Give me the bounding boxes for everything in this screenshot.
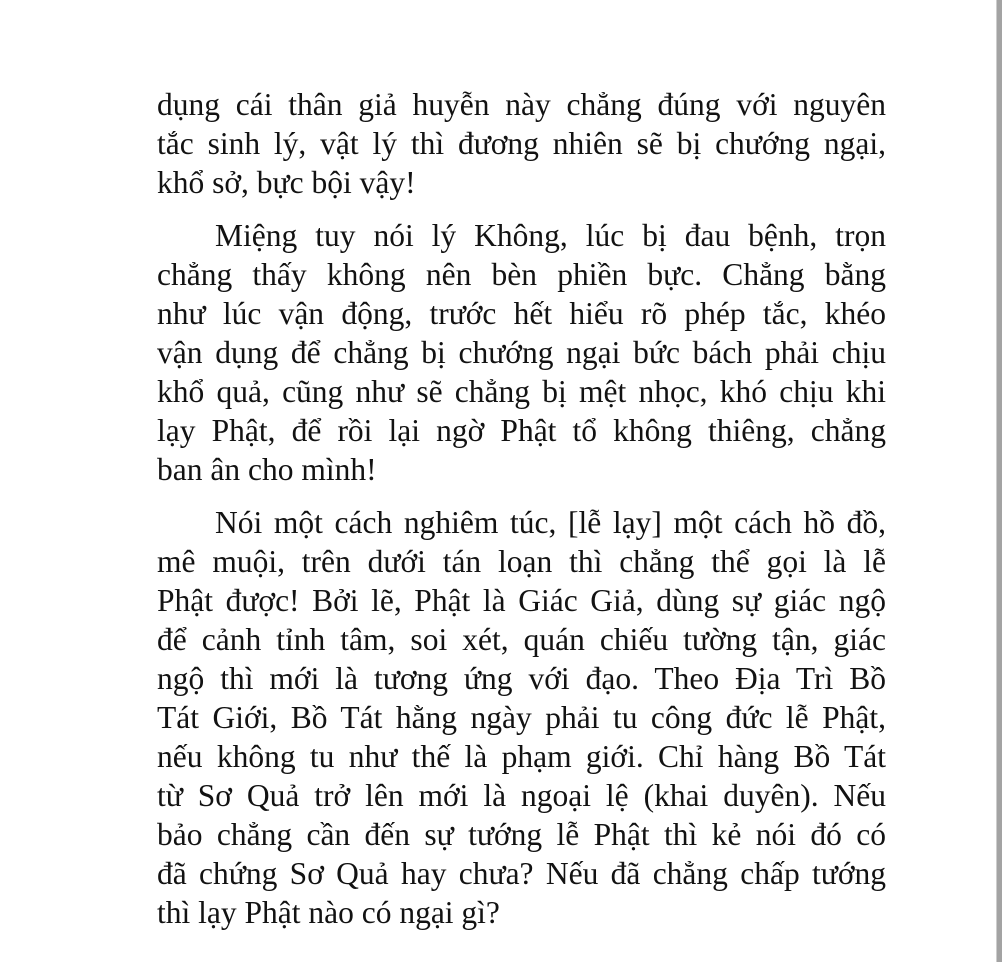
text-line: đã chứng Sơ Quả hay chưa? Nếu đã chẳng chấp tướng: [157, 856, 886, 891]
paragraph: [157, 216, 886, 489]
text-line: Miệng tuy nói lý Không, lúc bị đau bệnh, trọn: [215, 218, 886, 253]
text-line: Tát Giới, Bồ Tát hằng ngày phải tu công đức lễ Phật,: [157, 700, 886, 735]
text-line: vận dụng để chẳng bị chướng ngại bức bách phải chịu: [157, 335, 886, 370]
text-line: dụng cái thân giả huyễn này chẳng đúng với nguyên: [157, 87, 886, 122]
text-line: lạy Phật, để rồi lại ngờ Phật tổ không thiêng, chẳng: [157, 413, 886, 448]
text-line: chẳng thấy không nên bèn phiền bực. Chẳng bằng: [157, 257, 886, 292]
paragraph: [157, 85, 886, 202]
text-line: tắc sinh lý, vật lý thì đương nhiên sẽ bị chướng ngại,: [157, 126, 886, 161]
text-line: bảo chẳng cần đến sự tướng lễ Phật thì kẻ nói đó có: [157, 817, 886, 852]
text-line: thì lạy Phật nào có ngại gì?: [157, 895, 500, 930]
page-edge-strip: [996, 0, 1002, 962]
text-line: Nói một cách nghiêm túc, [lễ lạy] một cách hồ đồ,: [215, 505, 886, 540]
text-line: khổ sở, bực bội vậy!: [157, 165, 416, 200]
page-text-block: [157, 85, 886, 932]
text-line: từ Sơ Quả trở lên mới là ngoại lệ (khai duyên). Nếu: [157, 778, 886, 813]
text-line: ban ân cho mình!: [157, 452, 377, 487]
text-line: ngộ thì mới là tương ứng với đạo. Theo Địa Trì Bồ: [157, 661, 886, 696]
paragraph: [157, 503, 886, 932]
text-line: như lúc vận động, trước hết hiểu rõ phép tắc, khéo: [157, 296, 886, 331]
text-line: mê muội, trên dưới tán loạn thì chẳng thể gọi là lễ: [157, 544, 886, 579]
text-line: để cảnh tỉnh tâm, soi xét, quán chiếu tường tận, giác: [157, 622, 886, 657]
text-line: nếu không tu như thế là phạm giới. Chỉ hàng Bồ Tát: [157, 739, 886, 774]
text-line: khổ quả, cũng như sẽ chẳng bị mệt nhọc, khó chịu khi: [157, 374, 886, 409]
text-line: Phật được! Bởi lẽ, Phật là Giác Giả, dùng sự giác ngộ: [157, 583, 886, 618]
